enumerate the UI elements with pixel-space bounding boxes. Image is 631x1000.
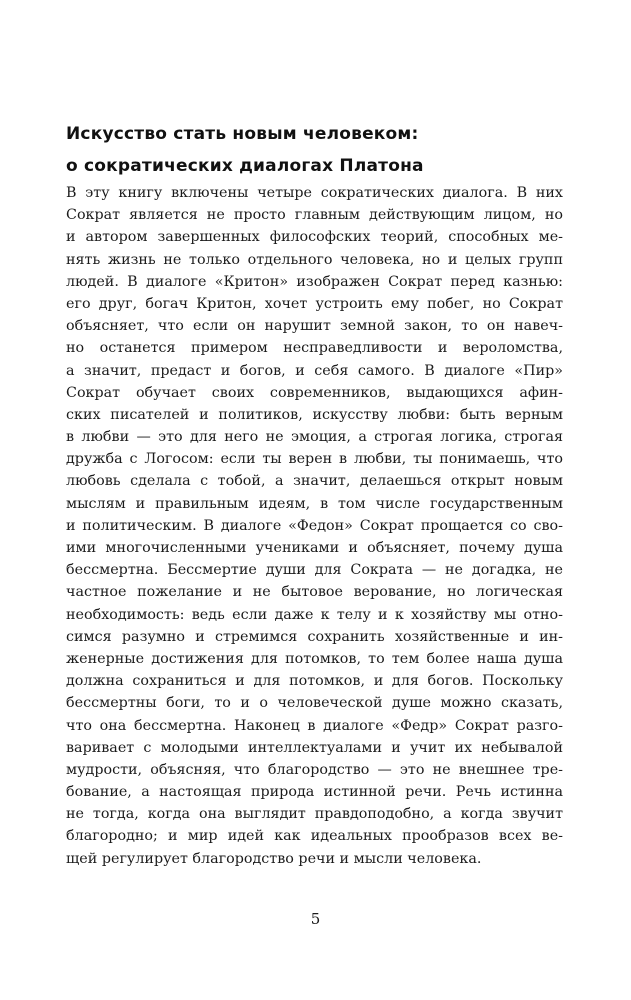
body-line: ими многочисленными учениками и объясняет, почему душа [66, 540, 563, 556]
body-line: дружба с Логосом: если ты верен в любви, ты понимаешь, что [66, 451, 563, 468]
body-line: нять жизнь не только отдельного человека, но и целых групп [66, 251, 563, 268]
body-line: частное пожелание и не бытовое верование, но логическая [66, 584, 563, 601]
body-line: бессмертна. Бессмертие души для Сократа — не догадка, не [66, 562, 563, 579]
chapter-heading-line: о сократических диалогах Платона [66, 156, 424, 176]
body-line: женерные достижения для потомков, то тем более наша душа [66, 650, 563, 667]
body-line: любовь сделала с тобой, а значит, делаешься открыт новым [66, 473, 563, 490]
body-line: благородно; и мир идей как идеальных прообразов всех ве- [66, 828, 563, 845]
body-line: в любви — это для него не эмоция, а строгая логика, строгая [66, 429, 563, 446]
body-line: а значит, предаст и богов, и себя самого. В диалоге «Пир» [66, 362, 563, 379]
body-line: В эту книгу включены четыре сократических диалога. В них [66, 185, 563, 201]
body-line: мыслям и правильным идеям, в том числе государственным [66, 495, 563, 512]
body-line: бессмертны боги, то и о человеческой душе можно сказать, [66, 695, 563, 712]
body-line: но останется примером несправедливости и вероломства, [66, 340, 563, 357]
body-line: и политическим. В диалоге «Федон» Сократ прощается со сво- [66, 517, 563, 534]
body-line: и автором завершенных философских теорий, способных ме- [66, 229, 563, 246]
body-line: ских писателей и политиков, искусству любви: быть верным [66, 406, 563, 423]
body-line: Сократ обучает своих современников, выдающихся афин- [66, 384, 563, 401]
body-line: варивает с молодыми интеллектуалами и учит их небывалой [66, 739, 563, 756]
body-line: бование, а настоящая природа истинной речи. Речь истинна [66, 784, 563, 801]
body-line: симся разумно и стремимся сохранить хозяйственные и ин- [66, 628, 563, 645]
body-line: необходимость: ведь если даже к телу и к хозяйству мы отно- [66, 606, 563, 623]
chapter-heading-line: Искусство стать новым человеком: [66, 124, 419, 144]
body-line: должна сохраниться и для потомков, и для богов. Поскольку [66, 673, 563, 690]
body-line: людей. В диалоге «Критон» изображен Сократ перед казнью: [66, 273, 563, 290]
body-line: его друг, богач Критон, хочет устроить ему побег, но Сократ [66, 295, 563, 312]
body-line: объясняет, что если он нарушит земной закон, то он навеч- [66, 318, 563, 335]
body-line: щей регулирует благородство речи и мысли человека. [66, 850, 482, 867]
page-number: 5 [310, 910, 321, 928]
body-line: что она бессмертна. Наконец в диалоге «Федр» Сократ разго- [66, 717, 563, 734]
chapter-heading [66, 118, 566, 182]
body-line: мудрости, объясняя, что благородство — это не внешнее тре- [66, 761, 563, 778]
body-line: Сократ является не просто главным действующим лицом, но [66, 207, 563, 224]
body-paragraph [66, 182, 563, 870]
body-line: не тогда, когда она выглядит правдоподобно, а когда звучит [66, 806, 563, 823]
